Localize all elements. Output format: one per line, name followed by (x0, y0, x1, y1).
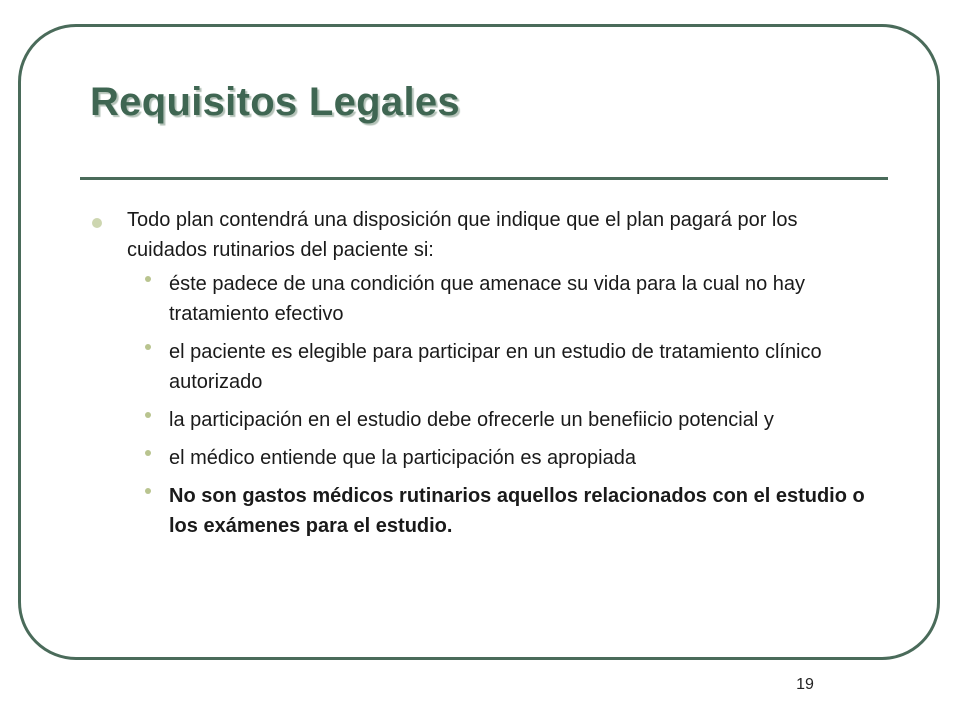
main-bullet-dot-icon (92, 218, 102, 228)
slide-content (88, 205, 878, 549)
sub-bullet-item (88, 443, 878, 473)
sub-bullet-dot-icon (145, 344, 151, 350)
sub-bullet-dot-icon (145, 276, 151, 282)
main-bullet-text: Todo plan contendrá una disposición que indique que el plan pagará por los cuidados rutinarios del paciente si: (127, 209, 798, 261)
sub-bullet-item (88, 337, 878, 397)
sub-bullet-dot-icon (145, 488, 151, 494)
page-number: 19 (796, 676, 814, 693)
sub-bullet-text: la participación en el estudio debe ofrecerle un benefiicio potencial y (169, 409, 774, 431)
sub-bullet-text: éste padece de una condición que amenace su vida para la cual no hay tratamiento efectivo (169, 273, 806, 325)
sub-bullet-dot-icon (145, 412, 151, 418)
sub-bullet-item (88, 269, 878, 329)
slide-title: Requisitos Legales (90, 80, 460, 124)
sub-bullet-text: el paciente es elegible para participar en un estudio de tratamiento clínico autorizado (169, 341, 822, 393)
sub-bullet-list (88, 269, 878, 541)
sub-bullet-item-emphasis (88, 481, 878, 541)
title-divider (80, 177, 888, 180)
main-bullet-item (88, 205, 878, 265)
sub-bullet-item (88, 405, 878, 435)
sub-bullet-text: No son gastos médicos rutinarios aquellos relacionados con el estudio o los exámenes para el estudio. (169, 485, 865, 537)
sub-bullet-dot-icon (145, 450, 151, 456)
sub-bullet-text: el médico entiende que la participación es apropiada (169, 447, 636, 469)
